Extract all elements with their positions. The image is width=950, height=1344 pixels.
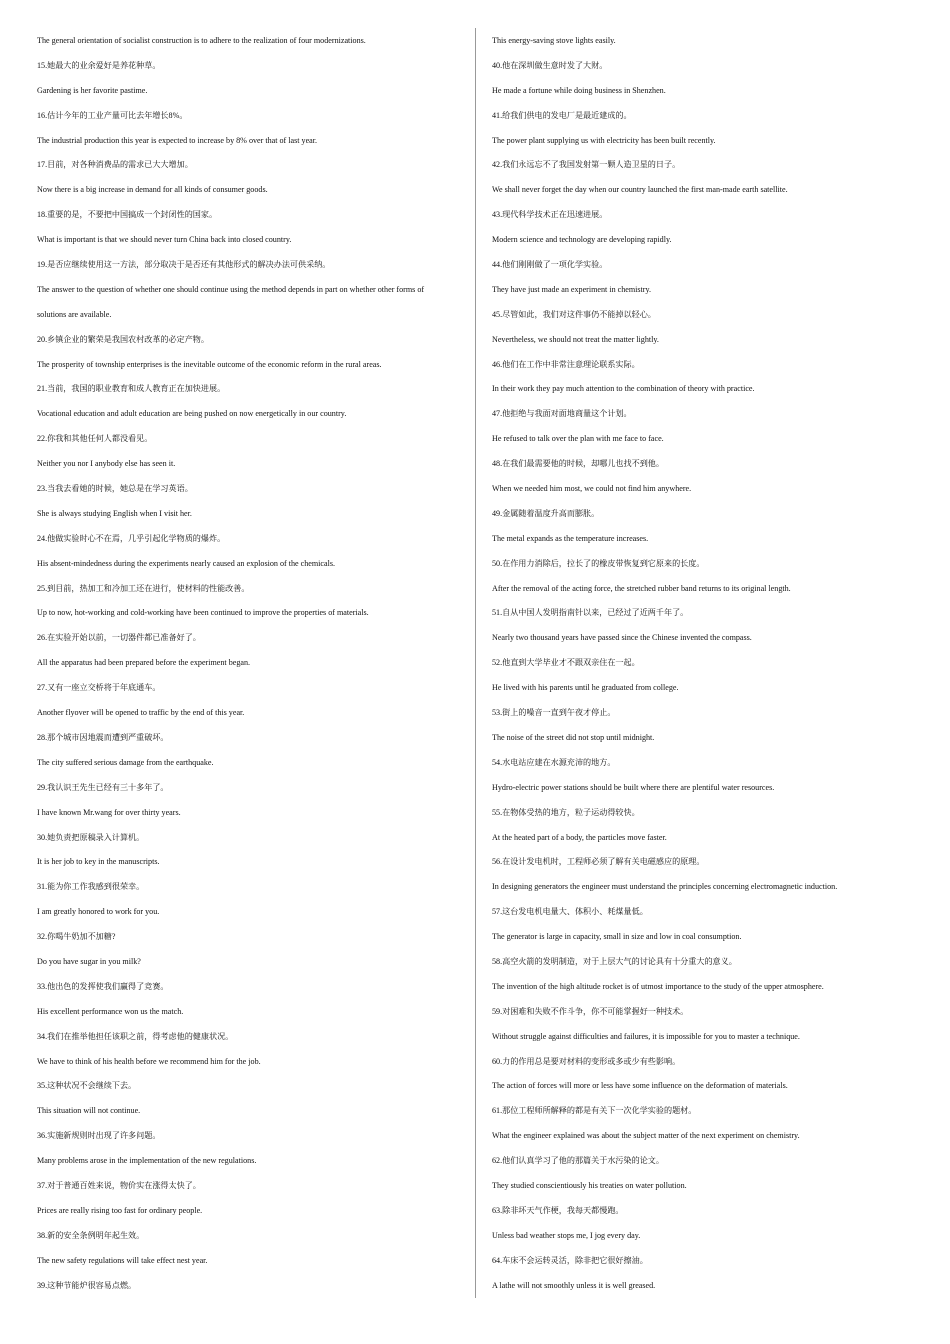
chinese-sentence-line: 57.这台发电机电量大、体积小、耗煤量低。 [492, 907, 648, 917]
chinese-sentence-line: 40.他在深圳做生意时发了大财。 [492, 60, 608, 70]
english-translation-line: This energy-saving stove lights easily. [492, 36, 616, 45]
english-translation-line: At the heated part of a body, the particles move faster. [492, 832, 667, 842]
english-translation-line: It is her job to key in the manuscripts. [37, 857, 160, 867]
chinese-sentence-line: 33.他出色的发挥使我们赢得了竞赛。 [37, 981, 169, 991]
english-translation-line: We have to think of his health before we recommend him for the job. [37, 1056, 261, 1066]
chinese-sentence-line: 45.尽管如此，我们对这件事仍不能掉以轻心。 [492, 309, 656, 319]
english-translation-line: Without struggle against difficulties and failures, it is impossible for you to master a technique. [492, 1031, 800, 1041]
english-translation-line: The city suffered serious damage from the earthquake. [37, 757, 214, 767]
chinese-sentence-line: 20.乡镇企业的繁荣是我国农村改革的必定产物。 [37, 334, 209, 344]
english-translation-line: He lived with his parents until he graduated from college. [492, 683, 679, 693]
chinese-sentence-line: 28.那个城市因地震而遭到严重破坏。 [37, 732, 169, 742]
chinese-sentence-line: 25.到目前，热加工和冷加工还在进行，使材料的性能改善。 [37, 583, 250, 593]
english-translation-line: He made a fortune while doing business in Shenzhen. [492, 85, 666, 95]
english-translation-line: The invention of the high altitude rocket is of utmost importance to the study of the upper atmosphere. [492, 981, 824, 991]
english-translation-line: In their work they pay much attention to the combination of theory with practice. [492, 384, 755, 394]
english-translation-line: Many problems arose in the implementation of the new regulations. [37, 1156, 257, 1166]
chinese-sentence-line: 55.在物体受热的地方，粒子运动得较快。 [492, 807, 640, 817]
chinese-sentence-line: 46.他们在工作中非常注意理论联系实际。 [492, 359, 640, 369]
english-translation-line: The power plant supplying us with electricity has been built recently. [492, 135, 716, 145]
chinese-sentence-line: 62.他们认真学习了他的那篇关于水污染的论文。 [492, 1156, 664, 1166]
chinese-sentence-line: 50.在作用力消除后，拉长了的橡皮带恢复到它原来的长度。 [492, 558, 705, 568]
english-translation-line: Prices are really rising too fast for ordinary people. [37, 1205, 203, 1215]
chinese-sentence-line: 58.高空火箭的发明制造，对于上层大气的讨论具有十分重大的意义。 [492, 956, 737, 966]
chinese-sentence-line: 51.自从中国人发明指南针以来，已经过了近两千年了。 [492, 608, 689, 618]
chinese-sentence-line: 23.当我去看她的时候，她总是在学习英语。 [37, 484, 193, 494]
english-translation-line: They studied conscientiously his treaties on water pollution. [492, 1180, 687, 1190]
chinese-sentence-line: 63.除非坏天气作梗，我每天都慢跑。 [492, 1205, 624, 1215]
english-translation-line: solutions are available. [37, 309, 112, 319]
chinese-sentence-line: 53.街上的噪音一直到午夜才停止。 [492, 708, 616, 718]
english-translation-line: The general orientation of socialist construction is to adhere to the realization of four modernizations. [37, 36, 366, 45]
chinese-sentence-line: 26.在实验开始以前，一切器件都已准备好了。 [37, 633, 201, 643]
english-translation-line: Vocational education and adult education are being pushed on now energetically in our country. [37, 409, 347, 419]
chinese-sentence-line: 64.车床不会运转灵活，除非把它很好擦油。 [492, 1255, 648, 1265]
chinese-sentence-line: 18.重要的是，不要把中国搞成一个封闭性的国家。 [37, 210, 218, 220]
chinese-sentence-line: 49.金属随着温度升高而膨胀。 [492, 508, 600, 518]
english-translation-line: Nevertheless, we should not treat the matter lightly. [492, 334, 659, 344]
english-translation-line: Nearly two thousand years have passed since the Chinese invented the compass. [492, 633, 752, 643]
english-translation-line: I am greatly honored to work for you. [37, 907, 160, 917]
english-translation-line: Another flyover will be opened to traffic by the end of this year. [37, 708, 245, 718]
english-translation-line: We shall never forget the day when our country launched the first man-made earth satellite. [492, 185, 788, 195]
chinese-sentence-line: 47.他拒绝与我面对面地商量这个计划。 [492, 409, 632, 419]
chinese-sentence-line: 31.能为你工作我感到很荣幸。 [37, 882, 145, 892]
english-translation-line: A lathe will not smoothly unless it is well greased. [492, 1280, 656, 1290]
english-translation-line: The action of forces will more or less have some influence on the deformation of materials. [492, 1081, 788, 1091]
english-translation-line: Unless bad weather stops me, I jog every day. [492, 1230, 641, 1240]
english-translation-line: Up to now, hot-working and cold-working have been continued to improve the properties of materials. [37, 608, 369, 618]
chinese-sentence-line: 43.现代科学技术正在迅速进展。 [492, 210, 608, 220]
english-translation-line: He refused to talk over the plan with me face to face. [492, 434, 664, 444]
chinese-sentence-line: 24.他做实验时心不在焉，几乎引起化学物质的爆炸。 [37, 533, 226, 543]
english-translation-line: The metal expands as the temperature increases. [492, 533, 649, 543]
english-translation-line: The industrial production this year is expected to increase by 8% over that of last year. [37, 135, 318, 145]
english-translation-line: This situation will not continue. [37, 1106, 141, 1116]
chinese-sentence-line: 44.他们刚刚做了一项化学实验。 [492, 260, 608, 270]
chinese-sentence-line: 54.水电站应建在水源充沛的地方。 [492, 757, 616, 767]
chinese-sentence-line: 16.估计今年的工业产量可比去年增长8%。 [37, 110, 188, 120]
left-column [37, 29, 465, 1298]
chinese-sentence-line: 59.对困难和失败不作斗争，你不可能掌握好一种技术。 [492, 1006, 689, 1016]
chinese-sentence-line: 37.对于普通百姓来说，物价实在涨得太快了。 [37, 1180, 201, 1190]
column-divider [475, 28, 476, 1298]
chinese-sentence-line: 19.是否应继续使用这一方法，部分取决于是否还有其他形式的解决办法可供采纳。 [37, 260, 331, 270]
english-translation-line: His absent-mindedness during the experiments nearly caused an explosion of the chemicals. [37, 558, 336, 568]
english-translation-line: She is always studying English when I visit her. [37, 508, 192, 518]
chinese-sentence-line: 29.我认识王先生已经有三十多年了。 [37, 782, 169, 792]
english-translation-line: They have just made an experiment in chemistry. [492, 284, 652, 294]
chinese-sentence-line: 52.他直到大学毕业才不跟双亲住在一起。 [492, 658, 640, 668]
chinese-sentence-line: 30.她负责把原稿录入计算机。 [37, 832, 145, 842]
english-translation-line: The new safety regulations will take effect nest year. [37, 1255, 208, 1265]
chinese-sentence-line: 27.又有一座立交桥将于年底通车。 [37, 683, 161, 693]
english-translation-line: His excellent performance won us the match. [37, 1006, 184, 1016]
english-translation-line: Do you have sugar in you milk? [37, 956, 141, 966]
english-translation-line: What is important is that we should never turn China back into closed country. [37, 235, 292, 245]
chinese-sentence-line: 36.实施新规则时出现了许多问题。 [37, 1131, 161, 1141]
chinese-sentence-line: 56.在设计发电机时，工程师必须了解有关电磁感应的原理。 [492, 857, 705, 867]
english-translation-line: In designing generators the engineer must understand the principles concerning electromagnetic induction. [492, 882, 838, 892]
english-translation-line: The noise of the street did not stop until midnight. [492, 732, 655, 742]
chinese-sentence-line: 48.在我们最需要他的时候，却哪儿也找不到他。 [492, 459, 664, 469]
english-translation-line: Modern science and technology are developing rapidly. [492, 235, 672, 245]
english-translation-line: The generator is large in capacity, small in size and low in coal consumption. [492, 932, 742, 942]
english-translation-line: All the apparatus had been prepared before the experiment began. [37, 658, 251, 668]
english-translation-line: The prosperity of township enterprises is the inevitable outcome of the economic reform in the rural areas. [37, 359, 382, 369]
chinese-sentence-line: 17.目前，对各种消费品的需求已大大增加。 [37, 160, 193, 170]
chinese-sentence-line: 15.她最大的业余爱好是养花种草。 [37, 60, 161, 70]
chinese-sentence-line: 22.你我和其他任何人都没看见。 [37, 434, 153, 444]
chinese-sentence-line: 60.力的作用总是要对材料的变形或多或少有些影响。 [492, 1056, 681, 1066]
chinese-sentence-line: 39.这种节能炉很容易点燃。 [37, 1280, 137, 1290]
english-translation-line: Neither you nor I anybody else has seen it. [37, 459, 176, 469]
chinese-sentence-line: 32.你喝牛奶加不加糖? [37, 932, 116, 942]
chinese-sentence-line: 38.新的安全条例明年起生效。 [37, 1230, 145, 1240]
chinese-sentence-line: 42.我们永远忘不了我国发射第一颗人造卫星的日子。 [492, 160, 681, 170]
english-translation-line: When we needed him most, we could not find him anywhere. [492, 484, 692, 494]
chinese-sentence-line: 21.当前，我国的职业教育和成人教育正在加快进展。 [37, 384, 226, 394]
english-translation-line: What the engineer explained was about the subject matter of the next experiment on chemistry. [492, 1131, 800, 1141]
english-translation-line: The answer to the question of whether one should continue using the method depends in part on whether other forms of [37, 284, 425, 294]
english-translation-line: After the removal of the acting force, the stretched rubber band returns to its original length. [492, 583, 791, 593]
chinese-sentence-line: 61.那位工程师所解释的都是有关下一次化学实验的题材。 [492, 1106, 697, 1116]
english-translation-line: Hydro-electric power stations should be built where there are plentiful water resources. [492, 782, 775, 792]
english-translation-line: Gardening is her favorite pastime. [37, 85, 148, 95]
english-translation-line: I have known Mr.wang for over thirty years. [37, 807, 181, 817]
chinese-sentence-line: 34.我们在推举他担任该职之前，得考虑他的健康状况。 [37, 1031, 234, 1041]
chinese-sentence-line: 41.给我们供电的发电厂是最近建成的。 [492, 110, 632, 120]
right-column [492, 29, 912, 1298]
english-translation-line: Now there is a big increase in demand for all kinds of consumer goods. [37, 185, 268, 195]
chinese-sentence-line: 35.这种状况不会继续下去。 [37, 1081, 137, 1091]
